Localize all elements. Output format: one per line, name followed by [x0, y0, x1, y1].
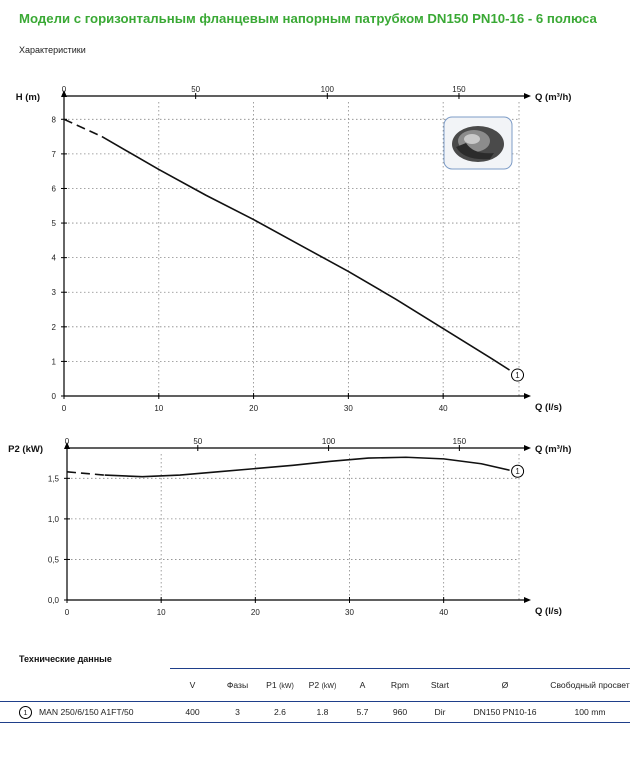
header-rpm: Rpm: [380, 669, 420, 702]
header-p1-label: P1: [266, 680, 277, 690]
x2-axis-title: Q (m³/h): [535, 444, 572, 455]
series-line: [105, 457, 510, 476]
x2-tick-label: 150: [452, 85, 466, 94]
x-tick-label: 0: [61, 404, 67, 413]
series-line: [102, 137, 510, 370]
header-a: A: [345, 669, 380, 702]
cell-p2: 1.8: [300, 702, 345, 723]
x-tick-label: 30: [343, 404, 353, 413]
x-tick-label: 10: [154, 404, 164, 413]
x2-tick-label: 50: [193, 437, 203, 446]
cell-p1: 2.6: [260, 702, 300, 723]
x2-axis-arrow: [524, 445, 531, 451]
x2-tick-label: 100: [321, 437, 336, 446]
header-p2: [300, 669, 345, 702]
y-tick-label: 0: [51, 392, 56, 401]
x2-axis-arrow: [524, 93, 531, 99]
curve-marker-label: 1: [515, 467, 520, 477]
power-curve-chart: [0, 432, 640, 622]
series-line-dashed: [67, 472, 105, 475]
header-phases: Фазы: [215, 669, 260, 702]
cell-start: Dir: [420, 702, 460, 723]
page-title: Модели с горизонтальным фланцевым напорным патрубком DN150 PN10-16 - 6 полюса: [19, 11, 597, 26]
header-v: V: [170, 669, 215, 702]
x-axis-title: Q (l/s): [535, 402, 562, 413]
header-start: Start: [420, 669, 460, 702]
x-tick-label: 20: [249, 404, 259, 413]
x-tick-label: 0: [64, 608, 70, 617]
x2-tick-label: 100: [320, 85, 334, 94]
cell-rpm: 960: [380, 702, 420, 723]
pump-hub: [464, 134, 480, 144]
model-cell: [0, 702, 170, 723]
header-p2-label: P2: [308, 680, 320, 690]
y-tick-label: 1,0: [47, 514, 59, 524]
y-axis-title: H (m): [15, 92, 40, 103]
y-tick-label: 8: [51, 115, 56, 125]
x-axis-arrow: [524, 597, 531, 603]
cell-v: 400: [170, 702, 215, 723]
x2-tick-label: 0: [61, 85, 67, 94]
x2-tick-label: 0: [64, 437, 70, 446]
x2-axis-title: Q (m³/h): [535, 92, 572, 103]
cell-a: 5.7: [345, 702, 380, 723]
y-tick-label: 0,0: [47, 596, 59, 605]
header-free-passage: Свободный просвет: [550, 669, 630, 702]
cell-free-passage: 100 mm: [550, 702, 630, 723]
x-axis-arrow: [524, 393, 531, 399]
header-p1-unit: (kW): [279, 683, 294, 690]
x2-tick-label: 50: [191, 85, 201, 94]
x2-tick-label: 150: [452, 437, 467, 446]
curve-marker-label: 1: [515, 371, 520, 381]
pump-impeller-icon: [444, 117, 512, 169]
x-tick-label: 40: [438, 404, 448, 413]
y-tick-label: 4: [51, 253, 56, 263]
x-tick-label: 40: [439, 608, 449, 617]
y-tick-label: 1,5: [47, 474, 59, 484]
cell-diameter: DN150 PN10-16: [460, 702, 550, 723]
header-diameter: Ø: [460, 669, 550, 702]
tech-data-title: Технические данные: [19, 654, 112, 664]
header-spacer: [0, 669, 170, 702]
row-badge: 1: [19, 706, 32, 719]
tech-header-row: [0, 669, 630, 702]
x-axis-title: Q (l/s): [535, 606, 562, 617]
model-name: MAN 250/6/150 A1FT/50: [39, 707, 134, 717]
y-tick-label: 2: [51, 322, 56, 332]
y-tick-label: 5: [51, 219, 56, 229]
y-tick-label: 0,5: [47, 555, 59, 565]
y-tick-label: 6: [51, 184, 56, 194]
series-line-dashed: [64, 119, 102, 136]
cell-phases: 3: [215, 702, 260, 723]
x-tick-label: 30: [345, 608, 354, 617]
header-p2-unit: (kW): [321, 683, 337, 690]
x-tick-label: 10: [156, 608, 166, 617]
header-p1: [260, 669, 300, 702]
y-tick-label: 7: [51, 149, 56, 159]
y-axis-title: P2 (kW): [8, 444, 43, 455]
y-tick-label: 3: [51, 288, 56, 298]
y-tick-label: 1: [51, 357, 56, 367]
section-subtitle: Характеристики: [19, 45, 86, 55]
x-tick-label: 20: [250, 608, 260, 617]
head-curve-chart: [0, 70, 640, 420]
table-row: [0, 702, 630, 723]
tech-data-table: [0, 668, 630, 723]
